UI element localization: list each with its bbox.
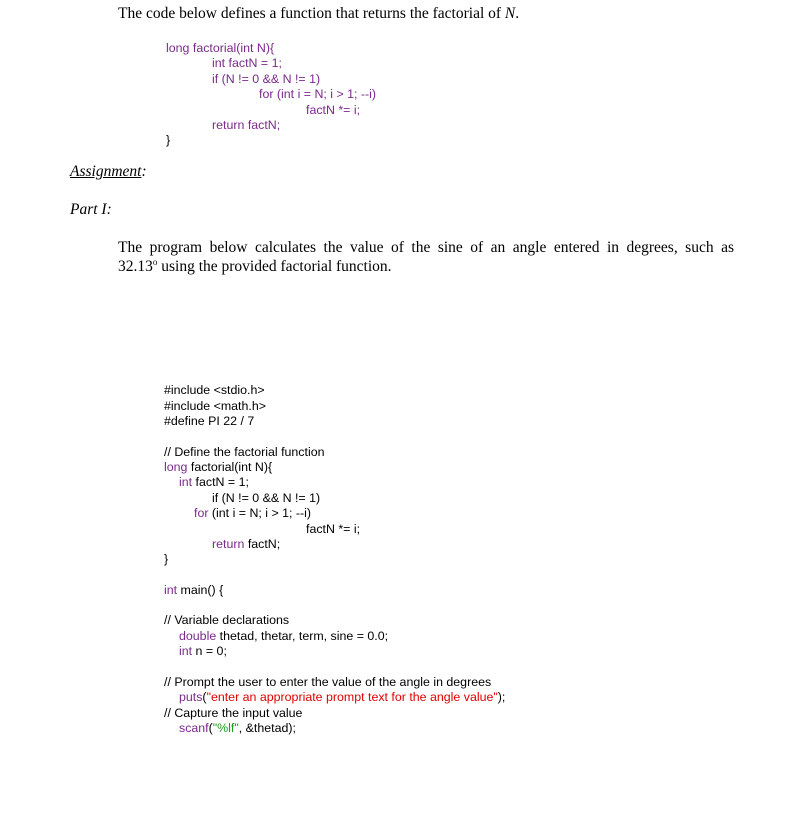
part-label: Part I: [70, 201, 107, 218]
program-signature: long factorial(int N){: [164, 460, 273, 474]
intro-text: The code below defines a function that returns the factorial of: [118, 5, 505, 22]
assignment-label: Assignment: [70, 163, 142, 180]
paragraph-line1: The program below calculates the value of the sine of an angle entered in degrees, such as: [118, 239, 734, 256]
program-include-stdio: #include <stdio.h>: [164, 383, 265, 397]
description-paragraph: [118, 238, 734, 276]
program-comment-factorial: // Define the factorial function: [164, 445, 325, 459]
program-puts: puts("enter an appropriate prompt text for the angle value");: [179, 690, 506, 704]
program-include-math: #include <math.h>: [164, 399, 266, 413]
part-heading: [70, 201, 112, 219]
snippet1-body: factN *= i;: [306, 103, 361, 117]
program-if: if (N != 0 && N != 1): [212, 491, 321, 505]
program-int-decl: int n = 0;: [179, 644, 227, 658]
snippet1-return: return factN;: [212, 118, 281, 132]
program-main: int main() {: [164, 583, 224, 597]
intro-sentence: [118, 5, 519, 23]
snippet1-signature: long factorial(int N){: [166, 41, 275, 55]
program-double-decl: double thetad, thetar, term, sine = 0.0;: [179, 629, 389, 643]
intro-var: N: [504, 5, 516, 22]
program-return: return factN;: [212, 537, 281, 551]
program-comment-capture: // Capture the input value: [164, 706, 303, 720]
program-decl: int factN = 1;: [179, 475, 249, 489]
snippet1-close: }: [166, 133, 171, 147]
snippet1-for: for (int i = N; i > 1; --i): [259, 87, 377, 101]
program-comment-prompt: // Prompt the user to enter the value of the angle in degrees: [164, 675, 492, 689]
assignment-heading: [70, 163, 147, 181]
part-colon: :: [106, 201, 112, 218]
program-body: factN *= i;: [306, 522, 361, 536]
program-for: for (int i = N; i > 1; --i): [194, 506, 312, 520]
snippet1-decl: int factN = 1;: [212, 56, 282, 70]
program-define-pi: #define PI 22 / 7: [164, 414, 255, 428]
intro-end: .: [515, 5, 520, 22]
snippet1-if: if (N != 0 && N != 1): [212, 72, 321, 86]
program-comment-vars: // Variable declarations: [164, 613, 290, 627]
paragraph-line2: 32.13$^o$ using the provided factorial function.: [118, 256, 392, 275]
assignment-colon: :: [141, 163, 147, 180]
program-scanf: scanf("%lf", &thetad);: [179, 721, 296, 735]
program-close: }: [164, 552, 169, 566]
